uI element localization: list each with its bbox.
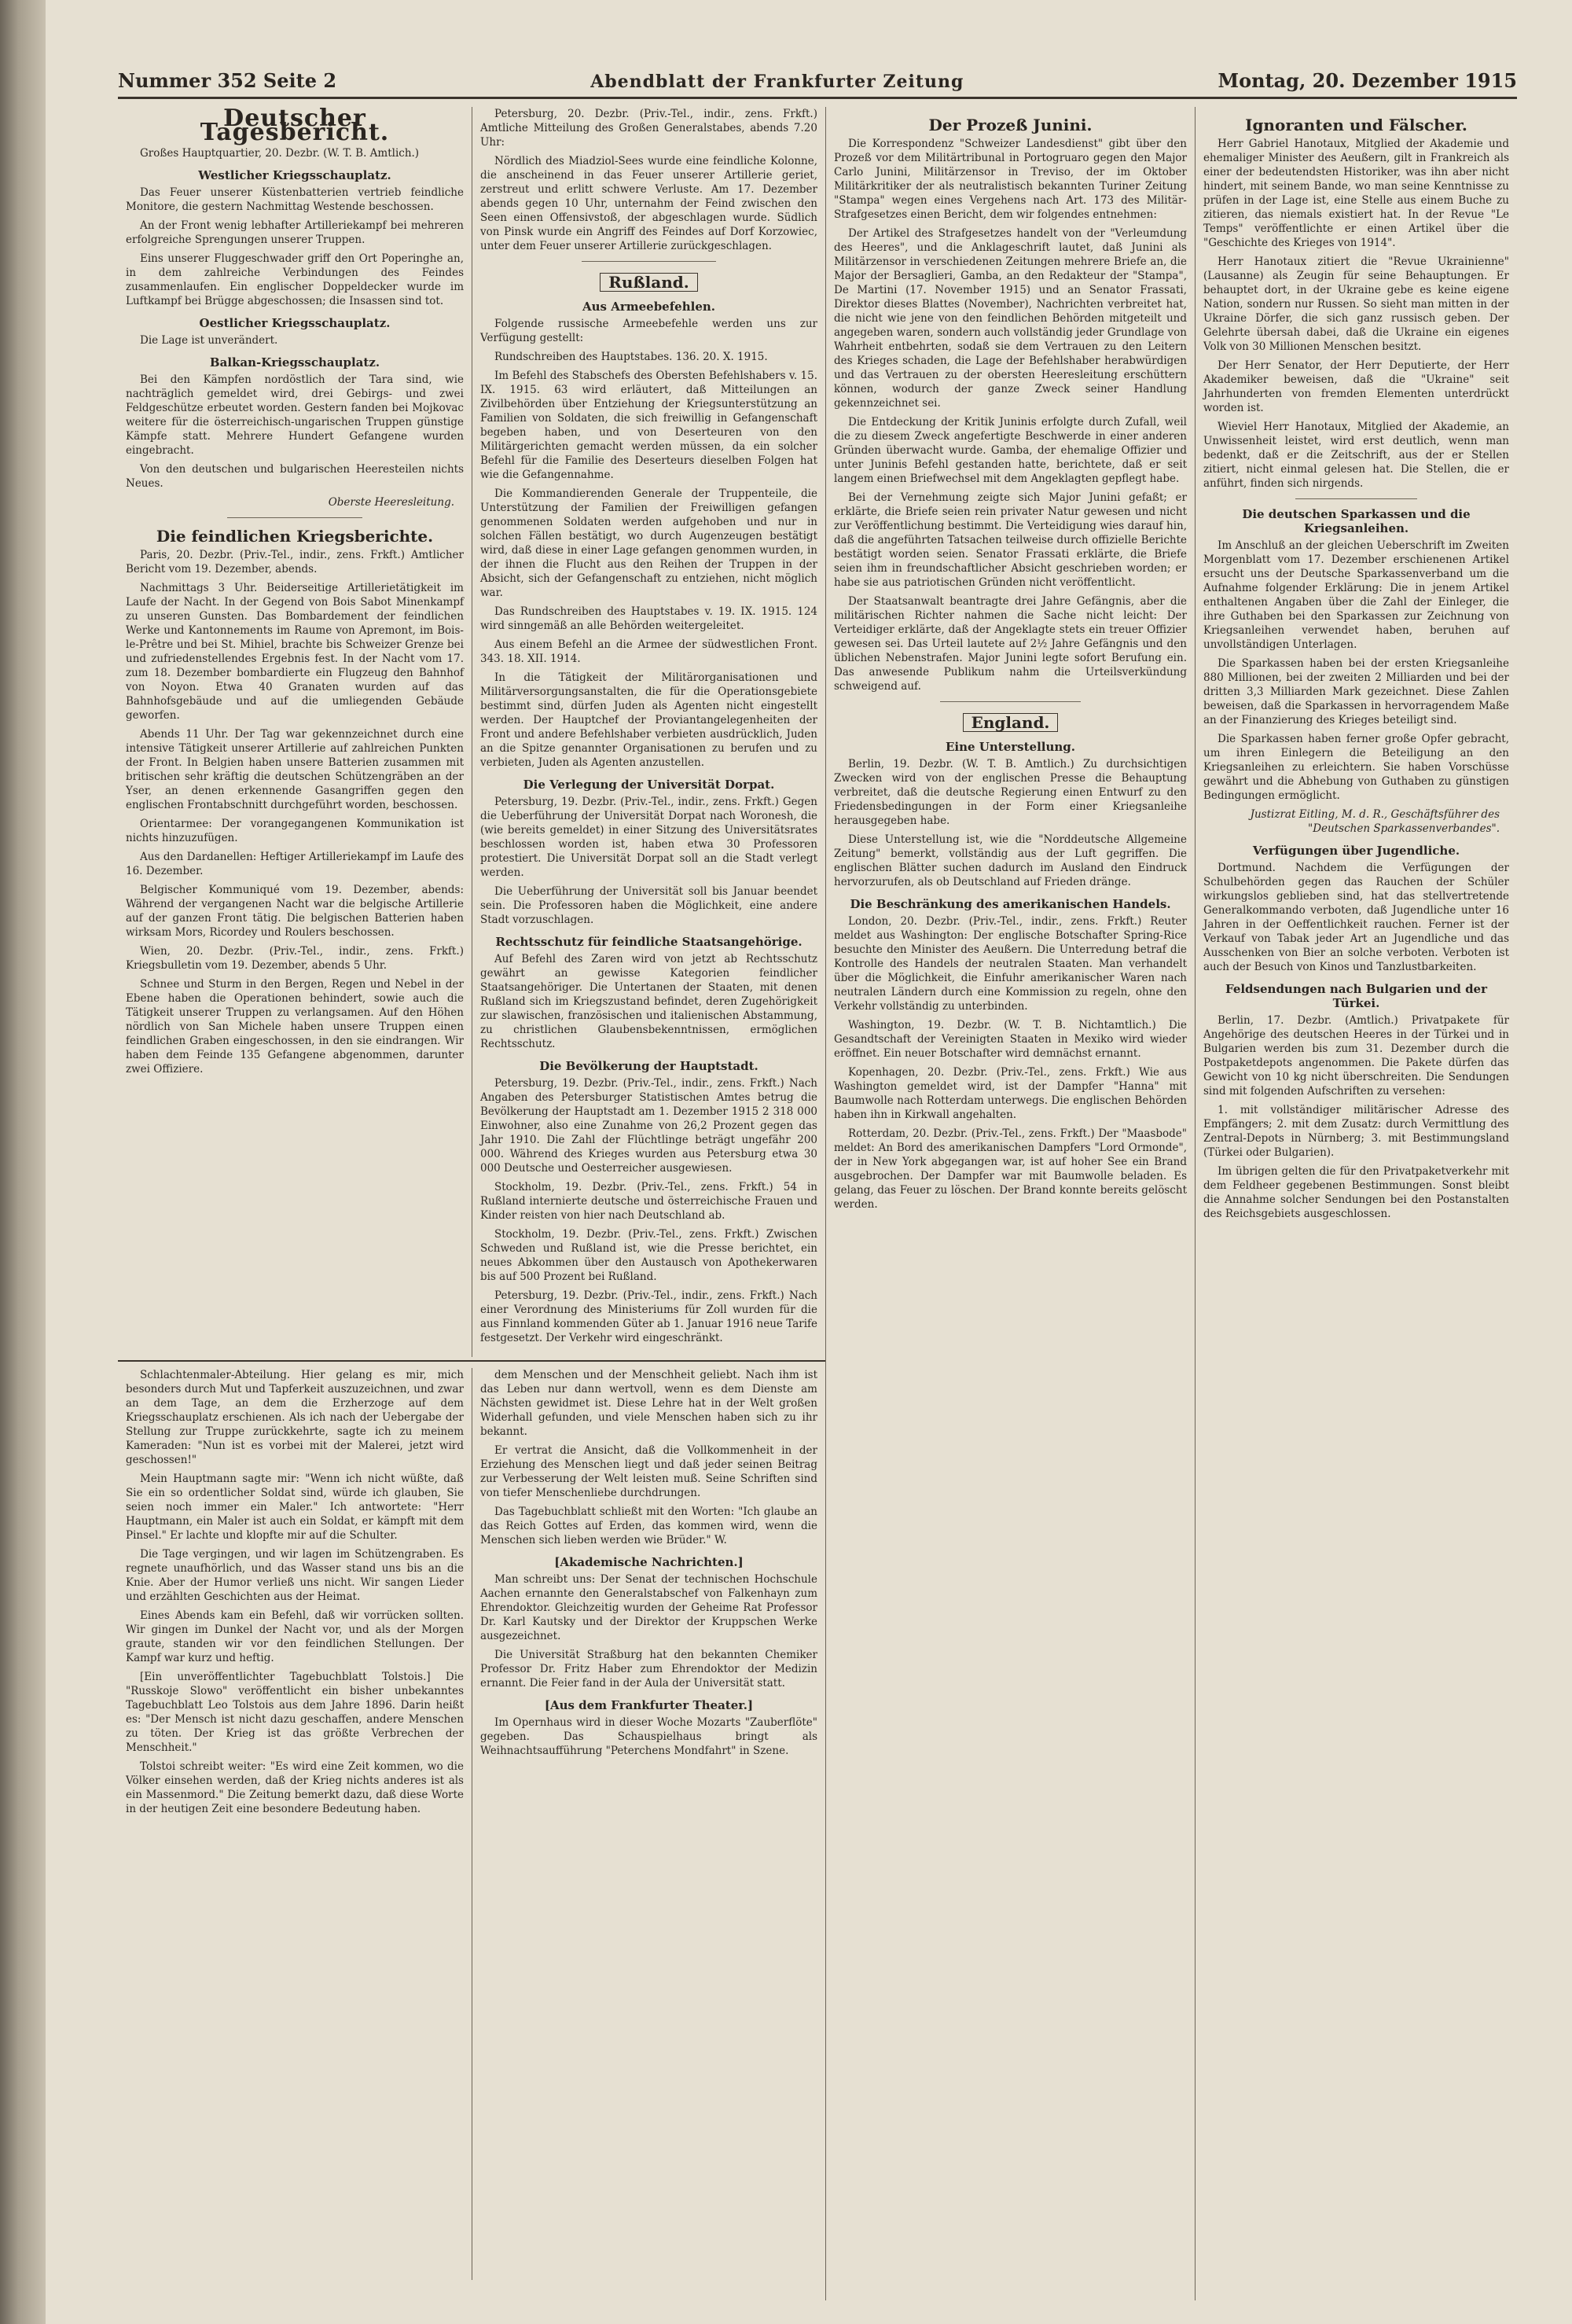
paragraph: Abends 11 Uhr. Der Tag war gekennzeichnet durch eine intensive Tätigkeit unserer Artillerie auf zahlreichen Punkten der Front. In Belgien haben unsere Batterien zusammen mit britischen sehr kräftig die deutschen Schützengräben an der Yser, an denen erkennende Gasangriffen gegen den englischen Frontabschnitt durchgeführt worden, beschossen. xyxy=(126,728,464,811)
feuilleton-column-2 xyxy=(472,1368,825,2280)
paragraph: 1. mit vollständiger militärischer Adresse des Empfängers; 2. mit dem Zusatz: durch Vermittlung des Zentral-Depots in Nürnberg; 3. mit Bestimmungsland (Türkei oder Bulgarien). xyxy=(1203,1104,1509,1159)
paragraph: Wieviel Herr Hanotaux, Mitglied der Akademie, an Unwissenheit leistet, wird erst deutlich, wenn man bedenkt, daß er die Zeitschrift, aus der er Stellen zitiert, nicht einmal gelesen hat. Die Stellen, die er anführt, finden sich nirgends. xyxy=(1203,421,1509,490)
paragraph: Rundschreiben des Hauptstabes. 136. 20. X. 1915. xyxy=(494,351,768,363)
header-date: Montag, 20. Dezember 1915 xyxy=(1218,69,1517,92)
column-4 xyxy=(1195,107,1517,2300)
paragraph: Eines Abends kam ein Befehl, daß wir vorrücken sollten. Wir gingen im Dunkel der Nacht vor, und als der Morgen graute, standen wir vor den feindlichen Stellungen. Der Kampf war kurz und heftig. xyxy=(126,1609,464,1664)
paragraph: Petersburg, 19. Dezbr. (Priv.-Tel., indir., zens. Frkft.) Gegen die Ueberführung der Universität Dorpat nach Woronesh, die (wie bereits gemeldet) in einer Sitzung des Universitätsrates beschlossen worden ist, haben etwa 30 Professoren protestiert. Die Universität Dorpat soll an die Stadt verlegt werden. xyxy=(480,796,817,879)
paragraph: Die Sparkassen haben ferner große Opfer gebracht, um ihren Einlegern die Beteiligung an den Kriegsanleihen zu erleichtern. Sie haben Vorschüsse gewährt und die Abhebung von Guthaben zu günstigen Bedingungen ermöglicht. xyxy=(1203,733,1509,802)
article-title: Der Prozeß Junini. xyxy=(928,116,1093,134)
paragraph: Das Feuer unserer Küstenbatterien vertrieb feindliche Monitore, die gestern Nachmittag Westende beschossen. xyxy=(126,186,464,213)
boxed-title: England. xyxy=(963,713,1059,732)
section-heading: Aus Armeebefehlen. xyxy=(582,300,715,314)
section-heading: Die deutschen Sparkassen und die Kriegsanleihen. xyxy=(1242,507,1471,535)
paragraph: Die Ueberführung der Universität soll bis Januar beendet sein. Die Professoren haben die Möglichkeit, eine andere Stadt vorzuschlagen. xyxy=(480,885,817,926)
divider xyxy=(582,261,717,262)
feuilleton-column-1 xyxy=(118,1368,472,2280)
paragraph: Rotterdam, 20. Dezbr. (Priv.-Tel., zens. Frkft.) Der "Maasbode" meldet: An Bord des amerikanischen Dampfers "Lord Ormonde", der in New York abgegangen war, ist auf hoher See ein Brand ausgebrochen. Der Dampfer war mit Baumwolle beladen. Es gelang, das Feuer zu löschen. Der Brand konnte bereits gelöscht werden. xyxy=(834,1127,1187,1211)
paragraph: Folgende russische Armeebefehle werden uns zur Verfügung gestellt: xyxy=(480,318,817,344)
page-header xyxy=(118,63,1517,99)
section-heading: Die Beschränkung des amerikanischen Handels. xyxy=(850,897,1171,911)
paragraph: Die Korrespondenz "Schweizer Landesdienst" gibt über den Prozeß vor dem Militärtribunal in Portogruaro gegen den Major Carlo Junini, Militärzensor in Treviso, der im Oktober Militärkritiker der als neutralistisch bekannten Turiner Zeitung "Stampa" wegen eines Vergehens nach Art. 173 des Militär-Strafgesetzes einen Bericht, dem wir folgendes entnehmen: xyxy=(834,138,1187,221)
paragraph: Im Opernhaus wird in dieser Woche Mozarts "Zauberflöte" gegeben. Das Schauspielhaus bringt als Weihnachtsaufführung "Peterchens Mondfahrt" in Szene. xyxy=(480,1716,817,1757)
paragraph: Die Entdeckung der Kritik Juninis erfolgte durch Zufall, weil die zu diesem Zweck angefertigte Beschwerde in einer anderen Gründen überwacht wurde. Gamba, der ehemalige Offizier und unter Juninis Befehl gestanden hatte, berichtete, daß er seit langem einen Briefwechsel mit dem Angeklagten gepflegt habe. xyxy=(834,416,1187,485)
article-title: Deutscher Tagesbericht. xyxy=(200,107,390,146)
paragraph: Aus einem Befehl an die Armee der südwestlichen Front. 343. 18. XII. 1914. xyxy=(480,638,817,665)
paragraph: Kopenhagen, 20. Dezbr. (Priv.-Tel., zens. Frkft.) Wie aus Washington gemeldet wird, ist der Dampfer "Hanna" mit Baumwolle nach Rotterdam unterwegs. Die englischen Behörden haben ihn in Kirkwall angehalten. xyxy=(834,1066,1187,1121)
header-masthead: Abendblatt der Frankfurter Zeitung xyxy=(590,72,964,92)
paragraph: Petersburg, 19. Dezbr. (Priv.-Tel., indir., zens. Frkft.) Nach Angaben des Petersburger Statistischen Amtes betrug die Bevölkerung der Hauptstadt am 1. Dezember 1915 2 318 000 Einwohner, also eine Zunahme von 26,2 Prozent gegen das Jahr 1910. Die Zahl der Flüchtlinge beträgt ungefähr 200 000. Während des Krieges wurden aus Petersburg etwa 30 000 Deutsche und Oesterreicher ausgewiesen. xyxy=(480,1077,817,1175)
column-2 xyxy=(472,107,825,1357)
book-binding xyxy=(0,0,46,2324)
paragraph: Wien, 20. Dezbr. (Priv.-Tel., indir., zens. Frkft.) Kriegsbulletin vom 19. Dezember, abends 5 Uhr. xyxy=(126,945,464,972)
paragraph: Berlin, 17. Dezbr. (Amtlich.) Privatpakete für Angehörige des deutschen Heeres in der Türkei und in Bulgarien werden bis zum 31. Dezember durch die Postpaketdepots angenommen. Die Pakete dürfen das Gewicht von 10 kg nicht überschreiten. Die Sendungen sind mit folgenden Aufschriften zu versehen: xyxy=(1203,1014,1509,1098)
paragraph: Die Kommandierenden Generale der Truppenteile, die Unterstützung der Familien der Freiwilligen gefangen genommenen Soldaten werden aufgehoben und nur in solchen Fällen bestätigt, wo durch Augenzeugen bestätigt wird, daß diese in einer Lage gefangen genommen wurden, in der ihnen die Flucht aus den Reihen der Truppen in der Absicht, sich der Gefangenschaft zu entziehen, nicht möglich war. xyxy=(480,487,817,599)
article-title xyxy=(480,273,817,292)
section-heading: Die Bevölkerung der Hauptstadt. xyxy=(539,1059,758,1073)
paragraph: Er vertrat die Ansicht, daß die Vollkommenheit in der Erziehung des Menschen liegt und daß jeder seinen Beitrag zur Verbesserung der Welt leisten muß. Seine Schriften sind von tiefer Menschenliebe durchdrungen. xyxy=(480,1444,817,1499)
paragraph: Nördlich des Miadziol-Sees wurde eine feindliche Kolonne, die anscheinend in das Feuer unserer Artillerie geriet, zerstreut und erlitt schwere Verluste. Am 17. Dezember abends gegen 10 Uhr, unternahm der Feind zwischen den Seen einen Offensivstoß, der abgeschlagen wurde. Südlich von Pinsk wurde ein Angriff des Feindes auf Dorf Korzowiec, unter dem Feuer unserer Artillerie zurückgeschlagen. xyxy=(480,155,817,252)
paragraph: Diese Unterstellung ist, wie die "Norddeutsche Allgemeine Zeitung" bemerkt, vollständig aus der Luft gegriffen. Die englischen Blätter suchen dadurch im Ausland den Eindruck hervorzurufen, als ob Deutschland auf Frieden dränge. xyxy=(834,833,1187,888)
paragraph: Von den deutschen und bulgarischen Heeresteilen nichts Neues. xyxy=(126,463,464,490)
paragraph: Der Herr Senator, der Herr Deputierte, der Herr Akademiker beweisen, daß die "Ukraine" seit Jahrhunderten von fremden Elementen unterdrückt worden ist. xyxy=(1203,359,1509,414)
section-heading: Balkan-Kriegsschauplatz. xyxy=(209,355,380,370)
article-title: Ignoranten und Fälscher. xyxy=(1245,116,1467,134)
paragraph: Herr Hanotaux zitiert die "Revue Ukrainienne" (Lausanne) als Zeugin für seine Behauptungen. Er behauptet dort, in der Ukraine gebe es keine eigene Nation, sondern nur Russen. So sieht man mitten in der Ukraine Dörfer, die sich ganz russisch geben. Der Gelehrte übersah dabei, daß die Ukraine ein eigenes Volk von 30 Millionen Menschen besitzt. xyxy=(1203,256,1509,353)
paragraph: Dortmund. Nachdem die Verfügungen der Schulbehörden gegen das Rauchen der Schüler wirkungslos geblieben sind, hat das stellvertretende Generalkommando verboten, daß Jugendliche unter 16 Jahren in der Oeffentlichkeit rauchen. Ferner ist der Verkauf von Tabak jeder Art an Jugendliche und das Ausschenken von Bier an solche verboten. Verboten ist auch der Besuch von Kinos und Tanzlustbarkeiten. xyxy=(1203,862,1509,973)
paragraph: Im übrigen gelten die für den Privatpaketverkehr mit dem Feldheer gegebenen Bestimmungen. Sonst bleibt die Annahme solcher Sendungen bei den Postanstalten des Reichsgebiets ausgeschlossen. xyxy=(1203,1165,1509,1220)
article-title: Die feindlichen Kriegsberichte. xyxy=(156,527,434,546)
paragraph: Berlin, 19. Dezbr. (W. T. B. Amtlich.) Zu durchsichtigen Zwecken wird von der englischen Presse die Behauptung verbreitet, daß die deutsche Regierung einen Entwurf zu den Friedensbedingungen in der Form einer Kriegsanleihe herausgegeben habe. xyxy=(834,758,1187,827)
divider xyxy=(227,517,362,518)
section-heading: Westlicher Kriegsschauplatz. xyxy=(198,168,391,182)
paragraph: Die Sparkassen haben bei der ersten Kriegsanleihe 880 Millionen, bei der zweiten 2 Milliarden und bei der dritten 3,3 Milliarden Mark gezeichnet. Diese Zahlen beweisen, daß die Sparkassen in hervorragendem Maße an der Finanzierung des Krieges beteiligt sind. xyxy=(1203,657,1509,726)
section-heading: [Akademische Nachrichten.] xyxy=(554,1555,744,1569)
section-heading: Eine Unterstellung. xyxy=(946,740,1075,754)
section-heading: Oestlicher Kriegsschauplatz. xyxy=(199,316,391,330)
paragraph: Tolstoi schreibt weiter: "Es wird eine Zeit kommen, wo die Völker einsehen werden, daß der Krieg nichts anderes ist als ein Massenmord." Die Zeitung bemerkt dazu, daß diese Worte in der heutigen Zeit eine besondere Bedeutung haben. xyxy=(126,1760,464,1815)
paragraph: Nachmittags 3 Uhr. Beiderseitige Artillerietätigkeit im Laufe der Nacht. In der Gegend von Bois Sabot Minenkampf zu unseren Gunsten. Das Bombardement der feindlichen Werke und Kantonnements im Raume von Apremont, im Bois-le-Prêtre und bei St. Mihiel, brachte bis Schweizer Grenze bei und zufriedenstellendes Ergebnis fest. In der Nacht vom 17. zum 18. Dezember bombardierte ein Flugzeug den Bahnhof von Noyon. Etwa 40 Granaten wurden auf das Bahnhofsgebäude und auf die umliegenden Gebäude geworfen. xyxy=(126,582,464,722)
signature: Justizrat Eitling, M. d. R., Geschäftsführer des "Deutschen Sparkassenverbandes". xyxy=(1250,808,1500,835)
paragraph: Die Universität Straßburg hat den bekannten Chemiker Professor Dr. Fritz Haber zum Ehrendoktor der Medizin ernannt. Die Feier fand in der Aula der Universität statt. xyxy=(480,1649,817,1690)
paragraph: Schnee und Sturm in den Bergen, Regen und Nebel in der Ebene haben die Operationen behindert, sowie auch die Tätigkeit unserer Truppen zu verlangsamen. Auf den Höhen nördlich von San Michele haben unsere Truppen einen feindlichen Graben eingeschossen, in den sie eindrangen. Wir haben dem Feinde 135 Gefangene abgenommen, darunter zwei Offiziere. xyxy=(126,978,464,1076)
paragraph: Im Befehl des Stabschefs des Obersten Befehlshabers v. 15. IX. 1915. 63 wird erläutert, daß Mitteilungen an Zivilbehörden über Entziehung der Kriegsunterstützung an Familien von Soldaten, die sich freiwillig in Gefangenschaft begeben haben, und von Deserteuren von den Militärgerichten gemacht werden müssen, da ein solcher Befehl für die Familie des Deserteurs dieselben Folgen hat wie die Gefangennahme. xyxy=(480,370,817,481)
paragraph: In die Tätigkeit der Militärorganisationen und Militärversorgungsanstalten, die für die Operationsgebiete bestimmt sind, dürfen Juden als Agenten nicht eingestellt werden. Der Hauptchef der Proviantangelegenheiten der Front und andere Befehlshaber verbieten ausdrücklich, Juden an die Spitze genannter Organisationen zu berufen und zu verbieten, Juden als Agenten anzustellen. xyxy=(480,671,817,769)
paragraph: Auf Befehl des Zaren wird von jetzt ab Rechtsschutz gewährt an gewisse Kategorien feindlicher Staatsangehöriger. Die Untertanen der Staaten, mit denen Rußland sich im Kriegszustand befindet, deren Zugehörigkeit zur slawischen, französischen und italienischen Abstammung, zu christlichen Glaubensbekenntnissen, ermöglichen Rechtsschutz. xyxy=(480,953,817,1050)
paragraph: Stockholm, 19. Dezbr. (Priv.-Tel., zens. Frkft.) 54 in Rußland internierte deutsche und österreichische Frauen und Kinder reisten von hier nach Deutschland ab. xyxy=(480,1181,817,1222)
divider xyxy=(1295,498,1418,499)
section-heading: [Aus dem Frankfurter Theater.] xyxy=(544,1698,754,1712)
paragraph: Eins unserer Fluggeschwader griff den Ort Poperinghe an, in dem zahlreiche Verbindungen des Feindes zusammenlaufen. Ein englischer Doppeldecker wurde im Luftkampf bei Brügge abgeschossen; die Insassen sind tot. xyxy=(126,252,464,307)
paragraph: Washington, 19. Dezbr. (W. T. B. Nichtamtlich.) Die Gesandtschaft der Vereinigten Staaten in Mexiko wird wieder eröffnet. Ein neuer Botschafter wird demnächst ernannt. xyxy=(834,1019,1187,1060)
article-title xyxy=(834,713,1187,732)
header-issue: Nummer 352 Seite 2 xyxy=(118,69,337,92)
paragraph: Das Rundschreiben des Hauptstabes v. 19. IX. 1915. 124 wird sinngemäß an alle Behörden weitergeleitet. xyxy=(480,605,817,632)
section-heading: Feldsendungen nach Bulgarien und der Türkei. xyxy=(1225,982,1488,1010)
paragraph: Das Tagebuchblatt schließt mit den Worten: "Ich glaube an das Reich Gottes auf Erden, das kommen wird, wenn die Menschen sich lieben werden wie Brüder." W. xyxy=(480,1506,817,1546)
paragraph: Petersburg, 19. Dezbr. (Priv.-Tel., indir., zens. Frkft.) Nach einer Verordnung des Ministeriums für Zoll wurden für die aus Finnland kommenden Güter ab 1. Januar 1916 neue Tarife festgesetzt. Der Verkehr wird eingeschränkt. xyxy=(480,1289,817,1344)
paragraph: Stockholm, 19. Dezbr. (Priv.-Tel., zens. Frkft.) Zwischen Schweden und Rußland ist, wie die Presse berichtet, ein neues Abkommen über den Austausch von Apothekerwaren bis auf 500 Prozent bei Rußland. xyxy=(480,1228,817,1283)
boxed-title: Rußland. xyxy=(600,273,697,292)
signature: Oberste Heeresleitung. xyxy=(328,496,454,509)
paragraph: Die Tage vergingen, und wir lagen im Schützengraben. Es regnete unaufhörlich, und das Wasser stand uns bis an die Knie. Aber der Humor verließ uns nicht. Wir sangen Lieder und erzählten Geschichten aus der Heimat. xyxy=(126,1548,464,1603)
paragraph: Bei den Kämpfen nordöstlich der Tara sind, wie nachträglich gemeldet wird, drei Gebirgs- und zwei Feldgeschütze erbeutet worden. Gestern fanden bei Mojkovac weitere für die österreichisch-ungarischen Truppen günstige Kämpfe statt. Mehrere Hundert Gefangene wurden eingebracht. xyxy=(126,373,464,457)
section-heading: Rechtsschutz für feindliche Staatsangehörige. xyxy=(495,935,803,949)
paragraph: London, 20. Dezbr. (Priv.-Tel., indir., zens. Frkft.) Reuter meldet aus Washington: Der englische Botschafter Spring-Rice besuchte den Minister des Aeußern. Die Unterredung betraf die Kontrolle des Handels der neutralen Staaten. Man verhandelt über die Möglichkeit, die Einfuhr amerikanischer Waren nach neutralen Ländern durch eine Kommission zu regeln, ohne den Verkehr vollständig zu unterbinden. xyxy=(834,915,1187,1013)
section-heading: Die Verlegung der Universität Dorpat. xyxy=(523,778,775,792)
paragraph: Man schreibt uns: Der Senat der technischen Hochschule Aachen ernannte den Generalstabschef von Falkenhayn zum Ehrendoktor. Gleichzeitig wurden der Geheime Rat Professor Dr. Karl Kautsky und der Direktor der Kruppschen Werke ausgezeichnet. xyxy=(480,1573,817,1642)
paragraph: Der Artikel des Strafgesetzes handelt von der "Verleumdung des Heeres", und die Anklageschrift lautet, daß Junini als Militärzensor in verschiedenen Zeitungen mehrere Briefe an, die Major der Bersaglieri, Gamba, an den Redakteur der "Stampa", De Martini (17. November 1915) und an Senator Frassati, Direktor dieses Blattes (November), Nachrichten verbreitet hat, die nicht wie jene von den feindlichen Behörden mitgeteilt und angegeben waren, sondern auch vollständig jeder Grundlage von Wahrheit entbehrten, sodaß sie dem Vertrauen zu den Leitern des Krieges schaden, die Lage der Befehlshaber herabwürdigen und das Vertrauen zu der obersten Heeresleitung erschüttern können, wodurch der ganze Zweck seiner Handlung gekennzeichnet sei. xyxy=(834,227,1187,410)
paragraph: Paris, 20. Dezbr. (Priv.-Tel., indir., zens. Frkft.) Amtlicher Bericht vom 19. Dezember, abends. xyxy=(126,549,464,575)
paragraph: Schlachtenmaler-Abteilung. Hier gelang es mir, mich besonders durch Mut und Tapferkeit auszuzeichnen, und zwar an dem Tage, an dem die Erzherzoge auf dem Kriegsschauplatz erschienen. Als ich nach der Uebergabe der Stellung zur Truppe zurückkehrte, sagte ich zu meinem Kameraden: "Nun ist es vorbei mit der Malerei, jetzt wird geschossen!" xyxy=(126,1369,464,1466)
paragraph: dem Menschen und der Menschheit geliebt. Nach ihm ist das Leben nur dann wertvoll, wenn es dem Dienste am Nächsten gewidmet ist. Diese Lehre hat in der Welt großen Widerhall gefunden, und viele Menschen haben sich zu ihr bekannt. xyxy=(480,1369,817,1438)
paragraph: Belgischer Kommuniqué vom 19. Dezember, abends: Während der vergangenen Nacht war die belgische Artillerie auf der ganzen Front tätig. Die belgischen Batterien haben wirksam Mors, Ricordey und Roulers beschossen. xyxy=(126,884,464,939)
dateline: Großes Hauptquartier, 20. Dezbr. (W. T. B. Amtlich.) xyxy=(140,147,420,160)
paragraph: Aus den Dardanellen: Heftiger Artilleriekampf im Laufe des 16. Dezember. xyxy=(126,851,464,877)
paragraph: Mein Hauptmann sagte mir: "Wenn ich nicht wüßte, daß Sie ein so ordentlicher Soldat sind, würde ich glauben, Sie seien noch immer ein Maler." Ich antwortete: "Herr Hauptmann, ein Maler ist auch ein Soldat, er kämpft mit dem Pinsel." Er lachte und klopfte mir auf die Schulter. xyxy=(126,1473,464,1542)
paragraph: An der Front wenig lebhafter Artilleriekampf bei mehreren erfolgreiche Sprengungen unserer Truppen. xyxy=(126,219,464,246)
paragraph: Herr Gabriel Hanotaux, Mitglied der Akademie und ehemaliger Minister des Aeußern, gilt in Frankreich als einer der bedeutendsten Historiker, was ihn aber nicht hindert, mit seinem Bande, wo man seine Kenntnisse zu prüfen in der Lage ist, eine Stelle aus einem Buche zu zitieren, das niemals existiert hat. In der Revue "Le Temps" veröffentlichte er einen Artikel über die "Geschichte des Krieges von 1914". xyxy=(1203,138,1509,249)
section-heading: Verfügungen über Jugendliche. xyxy=(1252,844,1460,858)
feuilleton-divider xyxy=(118,1360,825,1362)
paragraph: Orientarmee: Der vorangegangenen Kommunikation ist nichts hinzuzufügen. xyxy=(126,818,464,844)
paragraph: Bei der Vernehmung zeigte sich Major Junini gefaßt; er erklärte, die Briefe seien rein privater Natur gewesen und nicht zur Veröffentlichung bestimmt. Die Verteidigung wies darauf hin, daß die angeführten Tatsachen teilweise durch offizielle Berichte bestätigt worden seien. Senator Frassati erklärte, die Briefe seien ihm in freundschaftlicher Absicht geschrieben worden; er habe sie aus patriotischen Gründen nicht veröffentlicht. xyxy=(834,491,1187,589)
paragraph: Im Anschluß an der gleichen Ueberschrift im Zweiten Morgenblatt vom 17. Dezember erschienenen Artikel ersucht uns der Deutsche Sparkassenverband um die Aufnahme folgender Erklärung: Die in jenem Artikel enthaltenen Angaben über die Zahl der Einleger, die ihre Guthaben bei den Sparkassen zur Zeichnung von Kriegsanleihen verwendet haben, beruhen auf unvollständigen Unterlagen. xyxy=(1203,539,1509,651)
paragraph: Petersburg, 20. Dezbr. (Priv.-Tel., indir., zens. Frkft.) Amtliche Mitteilung des Großen Generalstabes, abends 7.20 Uhr: xyxy=(480,108,817,149)
paragraph: Die Lage ist unverändert. xyxy=(140,334,278,347)
column-3 xyxy=(825,107,1195,2300)
divider xyxy=(940,701,1082,702)
paragraph: [Ein unveröffentlichter Tagebuchblatt Tolstois.] Die "Russkoje Slowo" veröffentlicht ein bisher unbekanntes Tagebuchblatt Leo Tolstois aus dem Jahre 1896. Darin heißt es: "Der Mensch ist nicht dazu geschaffen, andere Menschen zu töten. Der Krieg ist das größte Verbrechen der Menschheit." xyxy=(126,1671,464,1754)
paragraph: Der Staatsanwalt beantragte drei Jahre Gefängnis, aber die militärischen Richter nahmen die Sache nicht leicht: Der Verteidiger erklärte, daß der Angeklagte stets ein treuer Offizier gewesen sei. Das Urteil lautete auf 2½ Jahre Gefängnis und den üblichen Nebenstrafen. Major Junini legte sofort Berufung ein. Das anwesende Publikum nahm die Urteilsverkündung schweigend auf. xyxy=(834,595,1187,693)
column-1 xyxy=(118,107,472,1357)
